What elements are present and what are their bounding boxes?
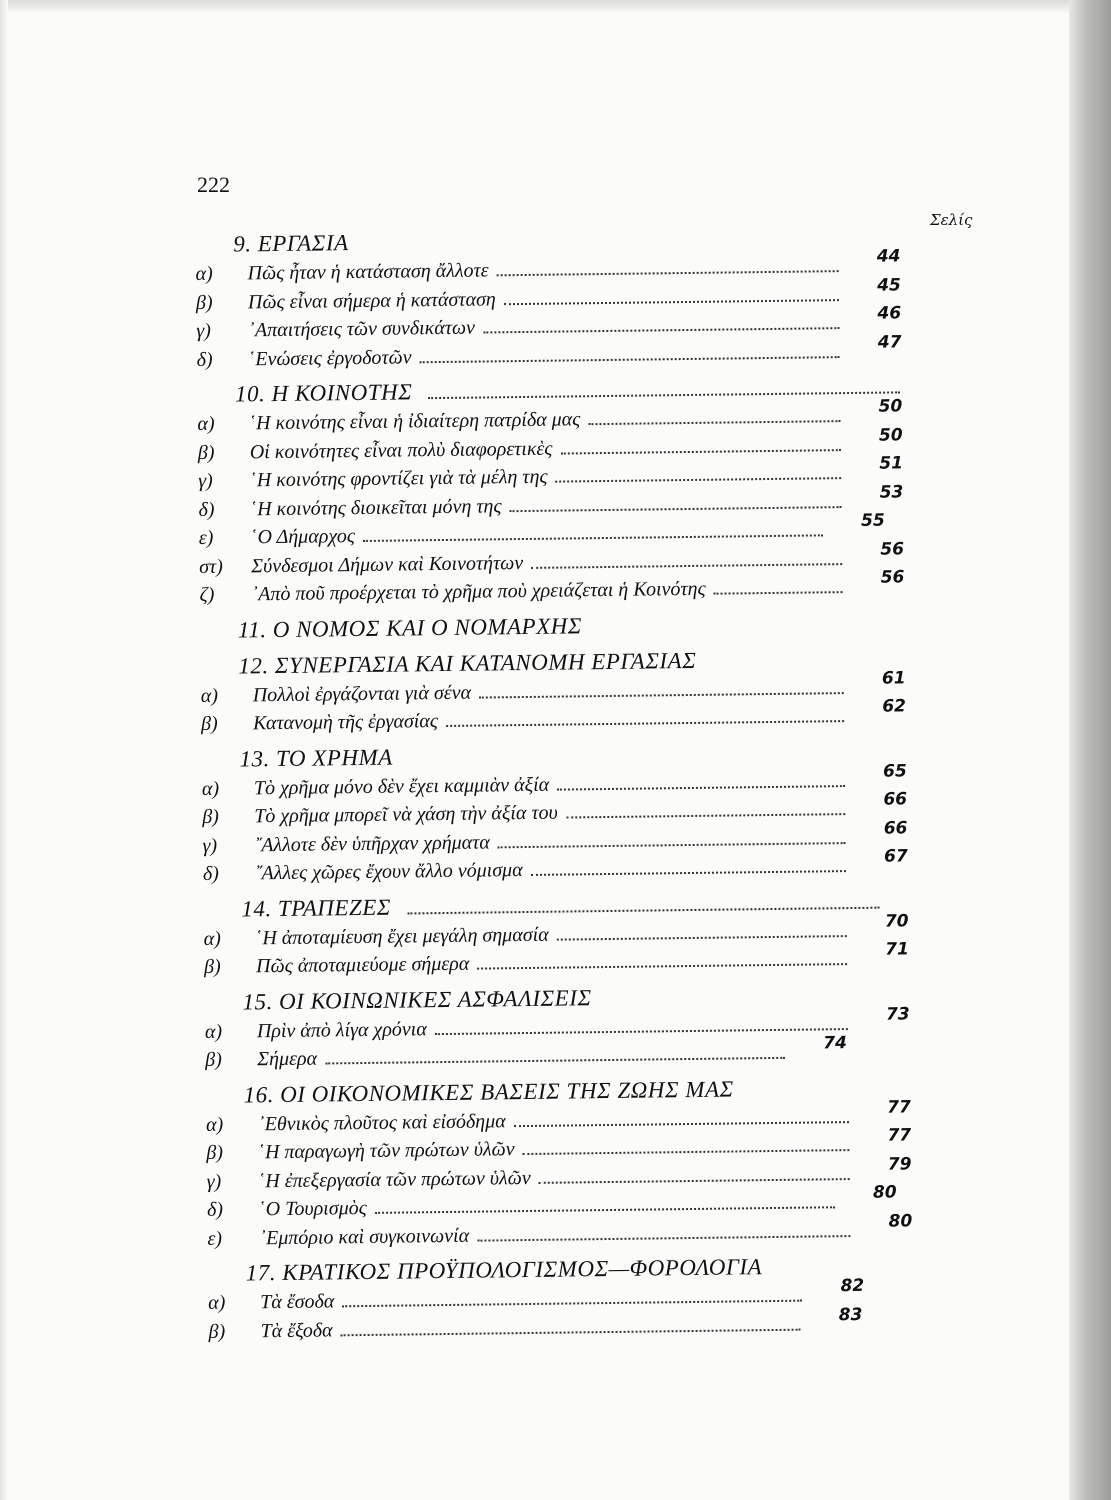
section-heading xyxy=(200,606,1000,646)
entry-title: Τὰ ἔξοδα xyxy=(260,1318,333,1342)
dot-leader xyxy=(531,854,846,876)
dot-leader xyxy=(514,1105,849,1127)
section-title: 9. ΕΡΓΑΣΙΑ xyxy=(233,230,349,257)
dot-leader xyxy=(435,1012,848,1035)
entry-page-number: 66 xyxy=(883,789,908,810)
entry-label: β) xyxy=(197,441,215,464)
entry-title: ᾿Εμπόριο καὶ συγκοινωνία xyxy=(259,1224,470,1249)
entry-label: α) xyxy=(203,927,222,950)
dot-leader xyxy=(340,1312,800,1336)
entry-title: ῾Ο Δήμαρχος xyxy=(250,525,356,549)
entry-page-number: 56 xyxy=(880,538,905,560)
dot-leader xyxy=(566,797,846,818)
entry-label: α) xyxy=(208,1291,226,1314)
dot-leader xyxy=(479,676,844,698)
section-title: 17. ΚΡΑΤΙΚΟΣ ΠΡΟΫΠΟΛΟΓΙΣΜΟΣ—ΦΟΡΟΛΟΓΙΑ xyxy=(245,1254,763,1286)
dot-leader xyxy=(588,404,840,425)
entry-page-number: 83 xyxy=(838,1304,863,1325)
dot-leader xyxy=(538,1162,849,1184)
section-title: 16. ΟΙ ΟΙΚΟΝΟΜΙΚΕΣ ΒΑΣΕΙΣ ΤΗΣ ΖΩΗΣ ΜΑΣ xyxy=(243,1075,734,1107)
entry-title: ῾Η ἐπεξεργασία τῶν πρώτων ὑλῶν xyxy=(258,1166,531,1192)
entry-title: ῾Η κοινότης διοικεῖται μόνη της xyxy=(250,494,502,520)
dot-leader xyxy=(522,1133,849,1155)
entry-label: γ) xyxy=(202,834,218,857)
dot-leader xyxy=(557,919,847,941)
entry-label: β) xyxy=(206,1141,224,1164)
entry-title: ῾Η κοινότης φροντίζει γιὰ τὰ μέλη της xyxy=(250,465,548,492)
entry-title: Πρὶν ἀπὸ λίγα χρόνια xyxy=(256,1017,427,1042)
entry-label: γ) xyxy=(196,319,211,342)
entry-label: β) xyxy=(195,291,213,314)
entry-page-number: 44 xyxy=(876,246,901,267)
entry-title: Πῶς εἶναι σήμερα ἡ κατάσταση xyxy=(247,287,496,313)
dot-leader xyxy=(446,704,844,727)
entry-title: Τὸ χρῆμα μπορεῖ νὰ χάση τὴν ἀξία του xyxy=(254,801,558,828)
entry-title: ῾Η ἀποταμίευση ἔχει μεγάλη σημασία xyxy=(255,923,549,949)
entry-title: Κατανομὴ τῆς ἐργασίας xyxy=(252,710,439,735)
entry-title: Τὸ χρῆμα μόνο δὲν ἔχει καμμιὰν ἀξία xyxy=(253,773,550,799)
entry-page-number: 55 xyxy=(860,510,885,531)
entry-title: Σύνδεσμοι Δήμων καὶ Κοινοτήτων xyxy=(251,551,524,577)
entry-label: γ) xyxy=(206,1170,222,1193)
entry-label: δ) xyxy=(202,862,220,885)
section-title: 15. ΟΙ ΚΟΙΝΩΝΙΚΕΣ ΑΣΦΑΛΙΣΕΙΣ xyxy=(242,984,592,1014)
entry-page-number: 51 xyxy=(879,453,904,474)
entry-label: β) xyxy=(200,712,218,735)
entry-title: Πολλοὶ ἐργάζονται γιὰ σένα xyxy=(252,681,472,706)
entry-page-number: 46 xyxy=(877,303,902,324)
dot-leader xyxy=(713,575,842,595)
dot-leader xyxy=(496,254,838,276)
dot-leader xyxy=(498,826,846,848)
dot-leader xyxy=(477,947,847,970)
section-title: 13. ΤΟ ΧΡΗΜΑ xyxy=(239,744,393,771)
entry-page-number: 71 xyxy=(885,939,910,960)
entry-label: β) xyxy=(208,1320,226,1343)
entry-title: Πῶς ἦταν ἡ κατάσταση ἄλλοτε xyxy=(247,259,489,285)
dot-leader xyxy=(363,518,823,542)
entry-title: Τὰ ἔσοδα xyxy=(260,1290,335,1314)
entry-title: ᾿Απὸ ποῦ προέρχεται τὸ χρῆμα ποὺ χρειάζεται ἡ Κοινότης xyxy=(251,577,706,606)
entry-page-number: 67 xyxy=(883,846,908,867)
entry-label: α) xyxy=(197,412,215,435)
entry-label: β) xyxy=(202,805,220,828)
entry-title: ῾Ο Τουρισμὸς xyxy=(258,1196,367,1221)
page-top-edge xyxy=(0,0,1069,14)
entry-page-number: 70 xyxy=(884,910,909,932)
entry-title: ῾Η κοινότης εἶναι ἡ ἰδιαίτερη πατρίδα μας xyxy=(249,408,581,435)
dot-leader xyxy=(375,1190,835,1214)
entry-page-number: 66 xyxy=(883,817,908,839)
dot-leader xyxy=(428,373,900,399)
entry-title: ᾿Απαιτήσεις τῶν συνδικάτων xyxy=(248,316,476,342)
dot-leader xyxy=(531,547,842,569)
entry-page-number: 82 xyxy=(840,1275,865,1297)
dot-leader xyxy=(407,888,879,914)
entry-title: ᾿Εθνικὸς πλοῦτος καὶ εἰσόδημα xyxy=(257,1109,506,1135)
entry-label: δ) xyxy=(206,1198,224,1221)
entry-label: γ) xyxy=(198,469,213,492)
table-of-contents xyxy=(195,214,1009,1346)
entry-page-number: 79 xyxy=(887,1153,912,1175)
dot-leader xyxy=(325,1041,785,1065)
entry-page-number: 62 xyxy=(882,696,907,717)
entry-label: α) xyxy=(201,777,220,800)
entry-page-number: 47 xyxy=(877,331,902,353)
entry-page-number: 73 xyxy=(885,1003,910,1025)
entry-title: Οἱ κοινότητες εἶναι πολὺ διαφορετικὲς xyxy=(249,437,553,463)
entry-page-number: 80 xyxy=(872,1182,897,1203)
dot-leader xyxy=(477,1219,850,1242)
entry-label: α) xyxy=(205,1113,224,1136)
entry-page-number: 74 xyxy=(823,1033,848,1054)
section-title: 10. Η ΚΟΙΝΟΤΗΣ xyxy=(234,379,413,407)
entry-title: ῎Αλλες χῶρες ἔχουν ἄλλο νόμισμα xyxy=(254,859,523,885)
entry-label: ε) xyxy=(198,526,214,549)
entry-page-number: 56 xyxy=(880,567,905,588)
entry-page-number: 65 xyxy=(882,760,907,782)
dot-leader xyxy=(504,283,839,305)
entry-page-number: 80 xyxy=(888,1210,913,1232)
dot-leader xyxy=(555,461,841,482)
entry-label: δ) xyxy=(196,348,213,371)
section-title: 12. ΣΥΝΕΡΓΑΣΙΑ ΚΑΙ ΚΑΤΑΝΟΜΗ ΕΡΓΑΣΙΑΣ xyxy=(238,647,697,679)
entry-page-number: 61 xyxy=(881,667,906,689)
entry-label: στ) xyxy=(199,555,224,578)
dot-leader xyxy=(342,1284,802,1308)
entry-title: Σήμερα xyxy=(257,1047,318,1071)
entry-label: β) xyxy=(205,1048,222,1071)
entry-label: α) xyxy=(200,684,219,707)
entry-page-number: 45 xyxy=(877,274,901,296)
entry-title: ῾Ενώσεις ἐργοδοτῶν xyxy=(248,345,412,370)
section-title: 14. ΤΡΑΠΕΖΕΣ xyxy=(241,894,392,921)
entry-title: ῾Η παραγωγὴ τῶν πρώτων ὑλῶν xyxy=(258,1138,515,1164)
entry-title: ῎Αλλοτε δὲν ὑπῆρχαν χρήματα xyxy=(254,830,491,856)
dot-leader xyxy=(557,769,845,791)
dot-leader xyxy=(509,490,841,512)
section-title: 11. Ο ΝΟΜΟΣ ΚΑΙ Ο ΝΟΜΑΡΧΗΣ xyxy=(237,612,583,643)
entry-page-number: 53 xyxy=(879,481,904,503)
entry-label: δ) xyxy=(198,498,215,521)
page-number: 222 xyxy=(197,172,230,197)
entry-label: α) xyxy=(195,262,213,285)
entry-label: α) xyxy=(204,1020,223,1043)
entry-title: Πῶς ἀποταμιεύομε σήμερα xyxy=(255,952,470,978)
entry-label: ε) xyxy=(207,1227,223,1250)
entry-page-number: 50 xyxy=(878,396,903,417)
page-column-label: Σελίς xyxy=(930,211,973,229)
page-binding-shadow xyxy=(1069,0,1111,1500)
dot-leader xyxy=(419,340,839,363)
entry-label: β) xyxy=(203,955,221,978)
entry-page-number: 77 xyxy=(887,1096,911,1118)
page-left-edge xyxy=(0,0,8,1500)
entry-page-number: 77 xyxy=(887,1125,912,1146)
dot-leader xyxy=(483,311,840,333)
dot-leader xyxy=(560,433,840,454)
entry-page-number: 50 xyxy=(878,424,903,446)
entry-label: ζ) xyxy=(199,583,215,606)
